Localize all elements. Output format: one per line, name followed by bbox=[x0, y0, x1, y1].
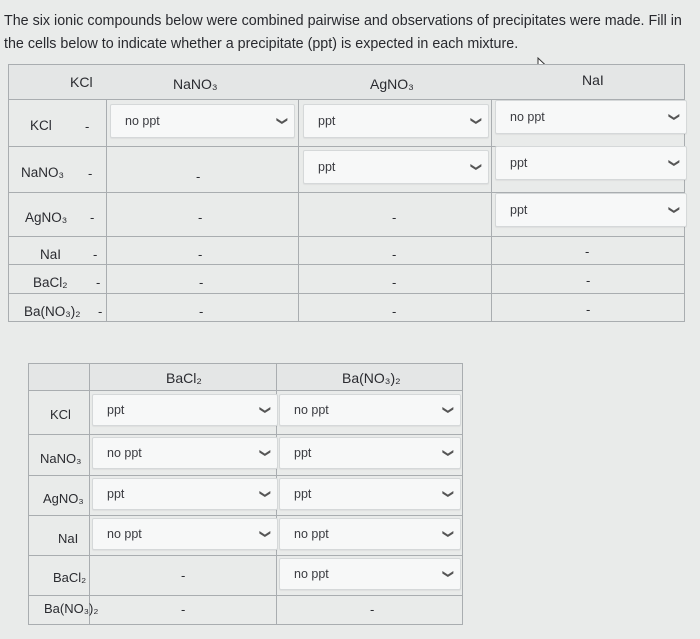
row-label-agno3: AgNO₃ bbox=[25, 210, 68, 225]
diagonal-dash: - bbox=[88, 166, 93, 181]
row-label-nano3: NaNO₃ bbox=[21, 165, 65, 180]
column-header-bacl2: BaCl₂ bbox=[166, 370, 202, 386]
nano3-nano3-dash: - bbox=[196, 169, 201, 184]
column-header-nai: NaI bbox=[582, 72, 604, 88]
row-label-bano32: Ba(NO₃)₂ bbox=[44, 601, 99, 616]
bacl2-bacl2-dash: - bbox=[181, 568, 186, 583]
nai-agno3-dash: - bbox=[392, 247, 397, 262]
diagonal-dash: - bbox=[93, 247, 98, 262]
select-kcl-nano3[interactable]: no ppt ❯ bbox=[110, 104, 295, 138]
row-label-nano3: NaNO₃ bbox=[40, 451, 82, 466]
row-label-nai: NaI bbox=[40, 247, 62, 262]
select-nai-bacl2[interactable]: no ppt ❯ bbox=[92, 518, 278, 550]
select-nano3-bacl2[interactable]: no ppt ❯ bbox=[92, 437, 278, 469]
select-nai-bano32[interactable]: no ppt ❯ bbox=[279, 518, 461, 550]
select-nano3-bano32[interactable]: ppt ❯ bbox=[279, 437, 461, 469]
chevron-down-icon: ❯ bbox=[258, 529, 271, 539]
chevron-down-icon: ❯ bbox=[441, 448, 454, 458]
row-label-bano32: Ba(NO₃)₂ bbox=[24, 304, 81, 319]
chevron-down-icon: ❯ bbox=[469, 162, 482, 172]
select-nano3-agno3[interactable]: ppt ❯ bbox=[303, 150, 489, 184]
chevron-down-icon: ❯ bbox=[441, 569, 454, 579]
diagonal-dash: - bbox=[85, 119, 90, 134]
bano32-nano3-dash: - bbox=[199, 304, 204, 319]
chevron-down-icon: ❯ bbox=[275, 116, 288, 126]
chevron-down-icon: ❯ bbox=[258, 405, 271, 415]
select-kcl-bacl2[interactable]: ppt ❯ bbox=[92, 394, 278, 426]
diagonal-dash: - bbox=[98, 304, 103, 319]
diagonal-dash: - bbox=[90, 210, 95, 225]
select-agno3-bano32[interactable]: ppt ❯ bbox=[279, 478, 461, 510]
chevron-down-icon: ❯ bbox=[667, 205, 680, 215]
row-label-bacl2: BaCl₂ bbox=[33, 275, 68, 290]
chevron-down-icon: ❯ bbox=[667, 158, 680, 168]
row-label-nai: NaI bbox=[58, 531, 79, 546]
column-header-nano3: NaNO₃ bbox=[173, 76, 218, 92]
agno3-nano3-dash: - bbox=[198, 210, 203, 225]
select-nano3-nai[interactable]: ppt ❯ bbox=[495, 146, 687, 180]
bano32-nai-dash: - bbox=[586, 302, 591, 317]
row-label-kcl: KCl bbox=[30, 118, 52, 133]
chevron-down-icon: ❯ bbox=[469, 116, 482, 126]
agno3-agno3-dash: - bbox=[392, 210, 397, 225]
bacl2-nai-dash: - bbox=[586, 273, 591, 288]
chevron-down-icon: ❯ bbox=[258, 489, 271, 499]
chevron-down-icon: ❯ bbox=[667, 112, 680, 122]
select-agno3-bacl2[interactable]: ppt ❯ bbox=[92, 478, 278, 510]
select-agno3-nai[interactable]: ppt ❯ bbox=[495, 193, 687, 227]
row-label-agno3: AgNO₃ bbox=[43, 491, 84, 506]
column-header-kcl: KCl bbox=[70, 74, 93, 90]
select-kcl-bano32[interactable]: no ppt ❯ bbox=[279, 394, 461, 426]
row-label-kcl: KCl bbox=[50, 407, 71, 422]
row-label-bacl2: BaCl₂ bbox=[53, 570, 87, 585]
bano32-bano32-dash: - bbox=[370, 602, 375, 617]
chevron-down-icon: ❯ bbox=[258, 448, 271, 458]
diagonal-dash: - bbox=[96, 275, 101, 290]
bacl2-agno3-dash: - bbox=[392, 275, 397, 290]
select-bacl2-bano32[interactable]: no ppt ❯ bbox=[279, 558, 461, 590]
nai-nai-dash: - bbox=[585, 244, 590, 259]
column-header-bano32: Ba(NO₃)₂ bbox=[342, 370, 401, 386]
nai-nano3-dash: - bbox=[198, 247, 203, 262]
bano32-agno3-dash: - bbox=[392, 304, 397, 319]
select-kcl-agno3[interactable]: ppt ❯ bbox=[303, 104, 489, 138]
chevron-down-icon: ❯ bbox=[441, 489, 454, 499]
bacl2-nano3-dash: - bbox=[199, 275, 204, 290]
bano32-bacl2-dash: - bbox=[181, 602, 186, 617]
select-kcl-nai[interactable]: no ppt ❯ bbox=[495, 100, 687, 134]
chevron-down-icon: ❯ bbox=[441, 405, 454, 415]
instructions-text: The six ionic compounds below were combined pairwise and observations of precipitates were made. Fill in the cells below to indicate whether a precipitate (ppt) is expected in each mixture. bbox=[4, 13, 682, 52]
column-header-agno3: AgNO₃ bbox=[370, 76, 414, 92]
chevron-down-icon: ❯ bbox=[441, 529, 454, 539]
